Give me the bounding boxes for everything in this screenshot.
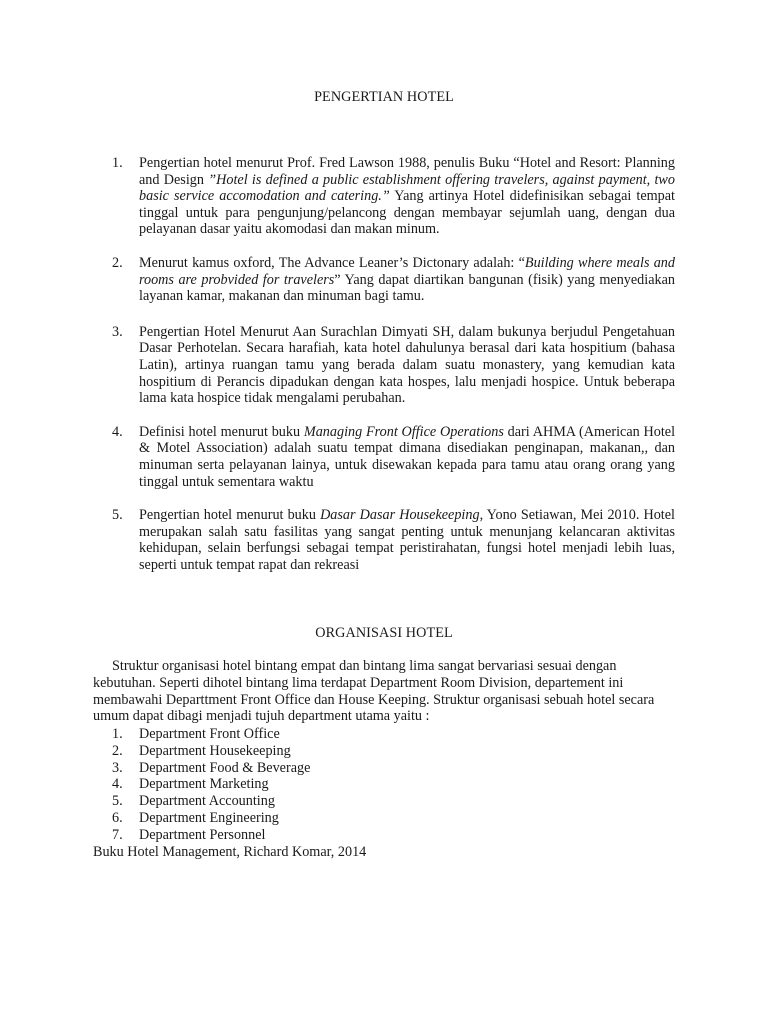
definition-item-1 (112, 155, 675, 238)
department-item (112, 827, 310, 844)
department-label: Department Marketing (139, 776, 269, 793)
department-label: Department Accounting (139, 793, 275, 810)
definition-item-3 (112, 324, 675, 407)
definition-text: , Yono Setiawan, Mei 2010. Hotel merupakan salah satu fasilitas yang sangat penting untuk menunjang kelancaran aktivitas kehidupan, selain berfungsi sebagai tempat peristirahatan, fungsi hotel menjadi lebih luas, seperti untuk tempat rapat dan rekreasi (139, 507, 675, 573)
list-number: 5. (112, 507, 123, 524)
source-citation: Buku Hotel Management, Richard Komar, 2014 (93, 844, 367, 860)
list-number: 6. (112, 809, 123, 826)
list-number: 1. (112, 155, 123, 171)
department-list (112, 726, 310, 844)
organization-paragraph: Struktur organisasi hotel bintang empat dan bintang lima sangat bervariasi sesuai dengan kebutuhan. Seperti dihotel bintang lima terdapat Department Room Division, departement ini membawahi Departtment Front Office dan House Keeping. Struktur organisasi sebuah hotel secara umum dapat dibagi menjadi tujuh department utama yaitu : (93, 658, 655, 725)
department-item (112, 810, 310, 827)
definition-quote: ”Hotel is defined a public establishment offering travelers, against payment, two basic service accomodation and catering.” (139, 171, 675, 205)
section-title: ORGANISASI HOTEL (315, 625, 453, 641)
definition-list (112, 155, 675, 590)
definition-quote: Building where meals and rooms are probvided for travelers (139, 254, 675, 288)
list-number: 2. (112, 742, 123, 759)
definition-text: Menurut kamus oxford, The Advance Leaner’s Dictonary adalah: “ (139, 254, 525, 271)
department-label: Department Food & Beverage (139, 759, 311, 776)
department-item (112, 726, 310, 743)
definition-text: Pengertian hotel menurut buku (139, 507, 321, 524)
definition-text: Pengertian Hotel Menurut Aan Surachlan Dimyati SH, dalam bukunya berjudul Pengetahuan Dasar Perhotelan. Secara harafiah, kata hotel dahulunya berasal dari kata hospitium (bahasa Latin), artinya ruangan tamu yang berada dalam suatu monastery, yang kemudian kata hospitium di Perancis dipadukan dengan kata hospes, lalu menjadi hospice. Untuk beberapa lama kata hospice tidak mengalami perubahan. (139, 323, 675, 407)
list-number: 2. (112, 254, 123, 271)
definition-item-5 (112, 507, 675, 573)
book-title: Managing Front Office Operations (303, 423, 504, 440)
definition-text: Definisi hotel menurut buku (139, 423, 304, 440)
department-item (112, 743, 310, 760)
definition-text: Pengertian hotel menurut Prof. Fred Lawson 1988, penulis Buku “Hotel and Resort: Planning and Design (139, 155, 675, 188)
list-number: 4. (112, 423, 123, 440)
definition-item-4 (112, 424, 675, 490)
definition-text: Yang artinya Hotel didefinisikan sebagai tempat tinggal untuk para pengunjung/pelancong dengan membayar sejumlah uang, dengan dua pelayanan dasar yaitu akomodasi dan makan minum. (139, 188, 675, 238)
list-number: 4. (112, 776, 123, 793)
department-label: Department Engineering (139, 809, 279, 826)
department-label: Department Housekeeping (139, 742, 291, 759)
list-number: 3. (112, 323, 123, 340)
list-number: 3. (112, 759, 123, 776)
definition-item-2 (112, 255, 675, 305)
department-item (112, 793, 310, 810)
definition-text: dari AHMA (American Hotel & Motel Association) adalah suatu tempat dimana disediakan penginapan, makanan,, dan minuman serta pelayanan lainya, untuk disewakan kepada para tamu atau orang orang yang tinggal untuk sementara waktu (139, 423, 676, 490)
department-item (112, 760, 310, 777)
list-number: 7. (112, 826, 123, 843)
page-title: PENGERTIAN HOTEL (314, 89, 454, 105)
book-title: Dasar Dasar Housekeeping (320, 507, 480, 524)
list-number: 5. (112, 793, 123, 810)
department-label: Department Personnel (139, 826, 266, 843)
department-item (112, 776, 310, 793)
department-label: Department Front Office (139, 726, 280, 742)
list-number: 1. (112, 726, 123, 742)
definition-text: ” Yang dapat diartikan bangunan (fisik) yang menyediakan layanan kamar, makanan dan minuman bagi tamu. (139, 271, 675, 305)
